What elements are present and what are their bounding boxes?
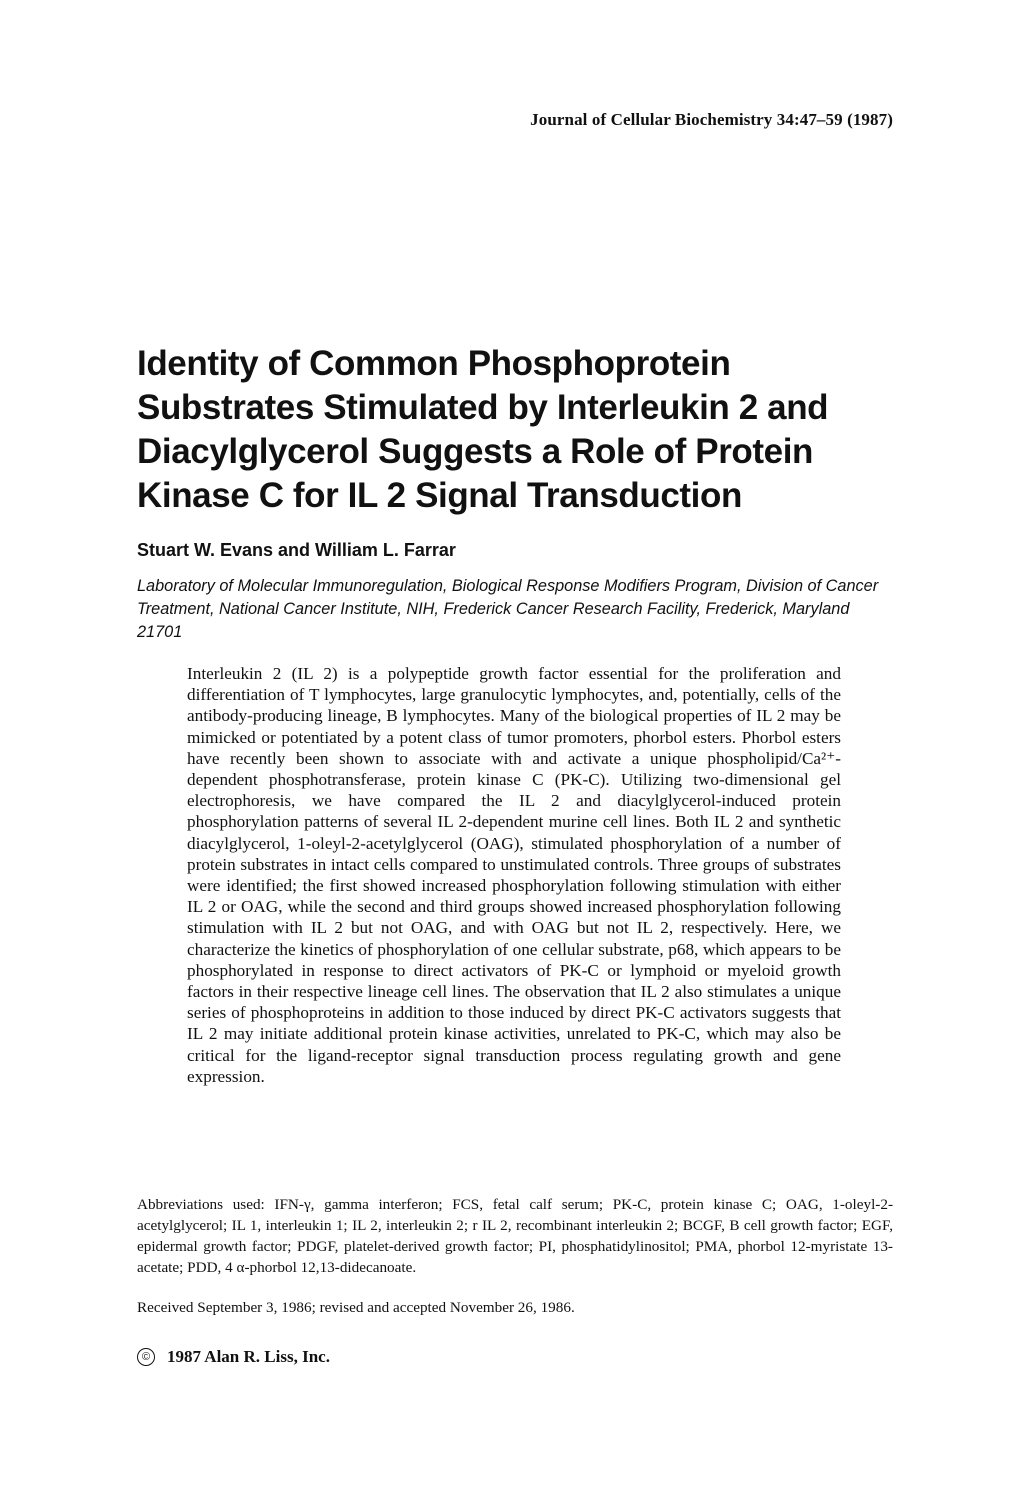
copyright-text: 1987 Alan R. Liss, Inc. xyxy=(167,1347,330,1366)
received-dates: Received September 3, 1986; revised and accepted November 26, 1986. xyxy=(137,1299,575,1316)
author-list: Stuart W. Evans and William L. Farrar xyxy=(137,540,456,560)
copyright-icon: © xyxy=(137,1348,155,1366)
abbreviations-footnote: Abbreviations used: IFN-γ, gamma interferon; FCS, fetal calf serum; PK-C, protein kinase C; OAG, 1-oleyl-2-acetylglycerol; IL 1, interleukin 1; IL 2, interleukin 2; r IL 2, recombinant interleukin 2; BCGF, B cell growth factor; EGF, epidermal growth factor; PDGF, platelet-derived growth factor; PI, phosphatidylinositol; PMA, phorbol 12-myristate 13-acetate; PDD, 4 α-phorbol 12,13-didecanoate. xyxy=(137,1196,893,1276)
abstract-text: Interleukin 2 (IL 2) is a polypeptide growth factor essential for the proliferation and differentiation of T lymphocytes, large granulocytic lymphocytes, and, potentially, cells of the antibody-producing lineage, B lymphocytes. Many of the biological properties of IL 2 may be mimicked or potentiated by a potent class of tumor promoters, phorbol esters. Phorbol esters have recently been shown to associate with and activate a unique phospholipid/Ca²⁺-dependent phosphotransferase, protein kinase C (PK-C). Utilizing two-dimensional gel electrophoresis, we have compared the IL 2 and diacylglycerol-induced protein phosphorylation patterns of several IL 2-dependent murine cell lines. Both IL 2 and synthetic diacylglycerol, 1-oleyl-2-acetylglycerol (OAG), stimulated phosphorylation of a number of protein substrates in intact cells compared to unstimulated controls. Three groups of substrates were identified; the first showed increased phosphorylation following stimulation with either IL 2 or OAG, while the second and third groups showed increased phosphorylation following stimulation with IL 2 but not OAG, and with OAG but not IL 2, respectively. Here, we characterize the kinetics of phosphorylation of one cellular substrate, p68, which appears to be phosphorylated in response to direct activators of PK-C or lymphoid or myeloid growth factors in their respective lineage cell lines. The observation that IL 2 also stimulates a unique series of phosphoproteins in addition to those induced by direct PK-C activators suggests that IL 2 may initiate additional protein kinase activities, unrelated to PK-C, which may also be critical for the ligand-receptor signal transduction process regulating growth and gene expression. xyxy=(187,664,841,1086)
article-title: Identity of Common Phosphoprotein Substrates Stimulated by Interleukin 2 and Diacylglycerol Suggests a Role of Protein Kinase C for IL 2 Signal Transduction xyxy=(137,344,829,515)
author-affiliation: Laboratory of Molecular Immunoregulation, Biological Response Modifiers Program, Division of Cancer Treatment, National Cancer Institute, NIH, Frederick Cancer Research Facility, Frederick, Maryland 21701 xyxy=(137,577,879,641)
copyright-notice xyxy=(137,1347,330,1367)
journal-reference: Journal of Cellular Biochemistry 34:47–59 (1987) xyxy=(530,110,893,129)
